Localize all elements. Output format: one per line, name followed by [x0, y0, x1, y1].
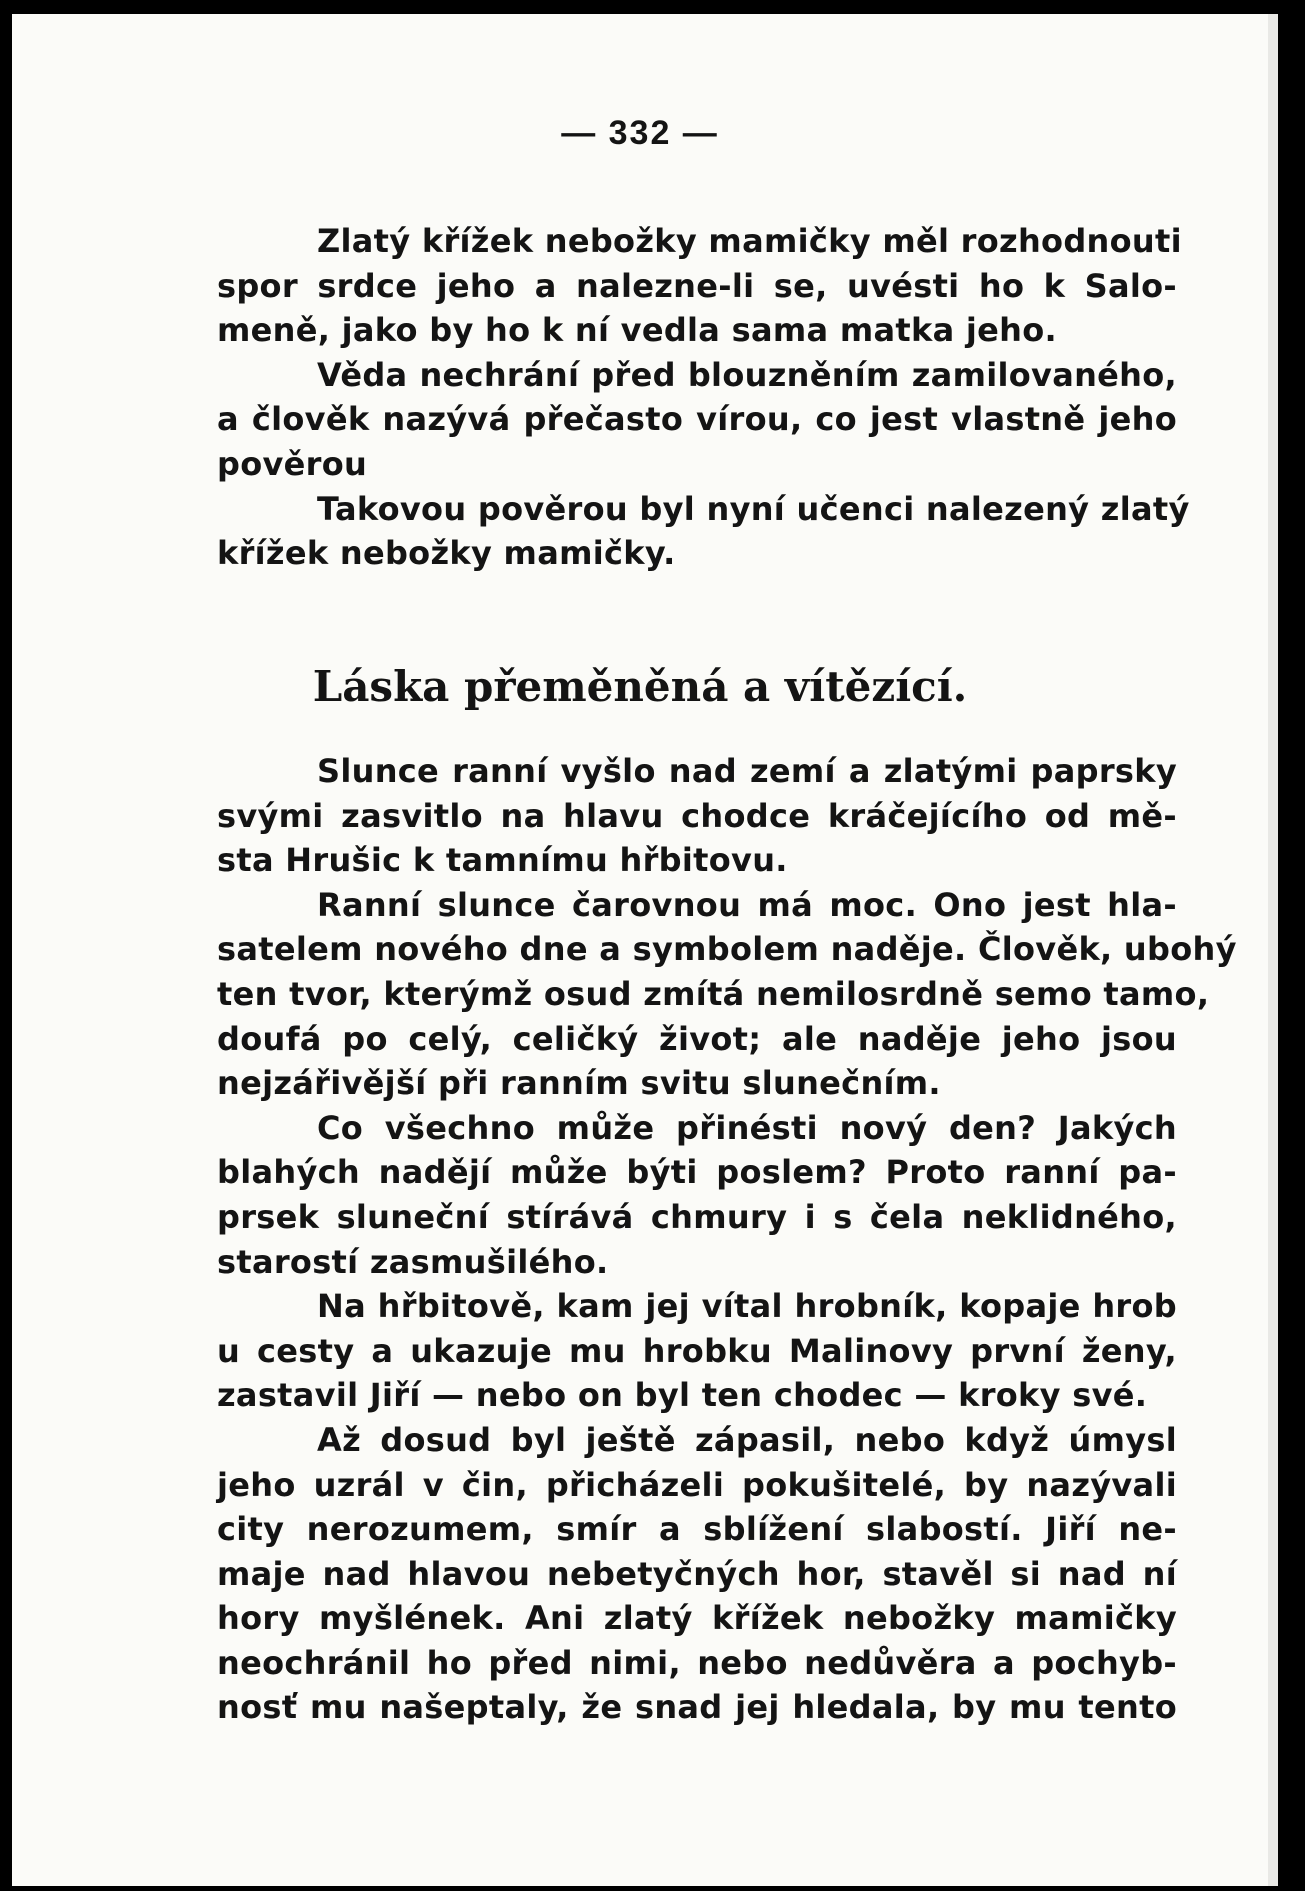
- paragraph-block-one: [217, 219, 1190, 576]
- text-line: Na hřbitově, kam jej vítal hrobník, kopaje hrob: [317, 1287, 1177, 1326]
- text-line: Zlatý křížek nebožky mamičky měl rozhodnouti: [317, 222, 1182, 260]
- text-line: pověrou: [217, 444, 368, 483]
- text-line: Slunce ranní vyšlo nad zemí a zlatými paprsky: [317, 752, 1177, 790]
- book-page: [12, 14, 1268, 1886]
- text-line: svými zasvitlo na hlavu chodce kráčejícího od mě-: [217, 796, 1177, 835]
- text-line: ten tvor, kterýmž osud zmítá nemilosrdně semo tamo,: [217, 974, 1210, 1013]
- text-line: prsek sluneční stírává chmury i s čela neklidného,: [217, 1197, 1177, 1236]
- text-line: spor srdce jeho a nalezne-li se, uvésti ho k Salo-: [217, 266, 1177, 305]
- text-line: u cesty a ukazuje mu hrobku Malinovy první ženy,: [217, 1331, 1177, 1370]
- text-line: a člověk nazývá přečasto vírou, co jest vlastně jeho: [217, 400, 1177, 439]
- text-line: Až dosud byl ještě zápasil, nebo když úmysl: [317, 1420, 1177, 1459]
- paragraph-block-two: [217, 749, 1237, 1730]
- text-line: křížek nebožky mamičky.: [217, 534, 676, 573]
- text-line: nejzářivější při ranním svitu slunečním.: [217, 1064, 941, 1103]
- text-line: sta Hrušic k tamnímu hřbitovu.: [217, 841, 788, 880]
- text-line: meně, jako by ho k ní vedla sama matka jeho.: [217, 311, 1057, 350]
- page-number: — 332 —: [561, 114, 719, 152]
- text-line: zastavil Jiří — nebo on byl ten chodec — kroky své.: [217, 1376, 1148, 1415]
- text-line: hory myšlének. Ani zlatý křížek nebožky mamičky: [217, 1599, 1177, 1638]
- page-edge: [1268, 14, 1278, 1886]
- text-line: satelem nového dne a symbolem naděje. Člověk, ubohý: [217, 930, 1237, 969]
- text-line: nosť mu našeptaly, že snad jej hledala, by mu tento: [217, 1688, 1177, 1727]
- text-line: doufá po celý, celičký život; ale naděje jeho jsou: [217, 1019, 1177, 1058]
- text-line: maje nad hlavou nebetyčných hor, stavěl si nad ní: [217, 1554, 1177, 1593]
- text-line: Co všechno může přinésti nový den? Jakých: [317, 1108, 1177, 1147]
- text-line: Věda nechrání před blouzněním zamilovaného,: [317, 355, 1177, 394]
- text-line: city nerozumem, smír a sblížení slabostí. Jiří ne-: [217, 1510, 1177, 1549]
- text-line: neochránil ho před nimi, nebo nedůvěra a pochyb-: [217, 1643, 1177, 1682]
- text-line: Takovou pověrou byl nyní učenci nalezený zlatý: [317, 489, 1190, 528]
- text-line: jeho uzrál v čin, přicházeli pokušitelé, by nazývali: [217, 1465, 1177, 1504]
- text-line: starostí zasmušilého.: [217, 1242, 609, 1281]
- text-line: Ranní slunce čarovnou má moc. Ono jest hla-: [317, 885, 1177, 924]
- text-line: blahých nadějí může býti poslem? Proto ranní pa-: [217, 1153, 1177, 1192]
- chapter-heading: Láska přeměněná a vítězící.: [312, 662, 968, 711]
